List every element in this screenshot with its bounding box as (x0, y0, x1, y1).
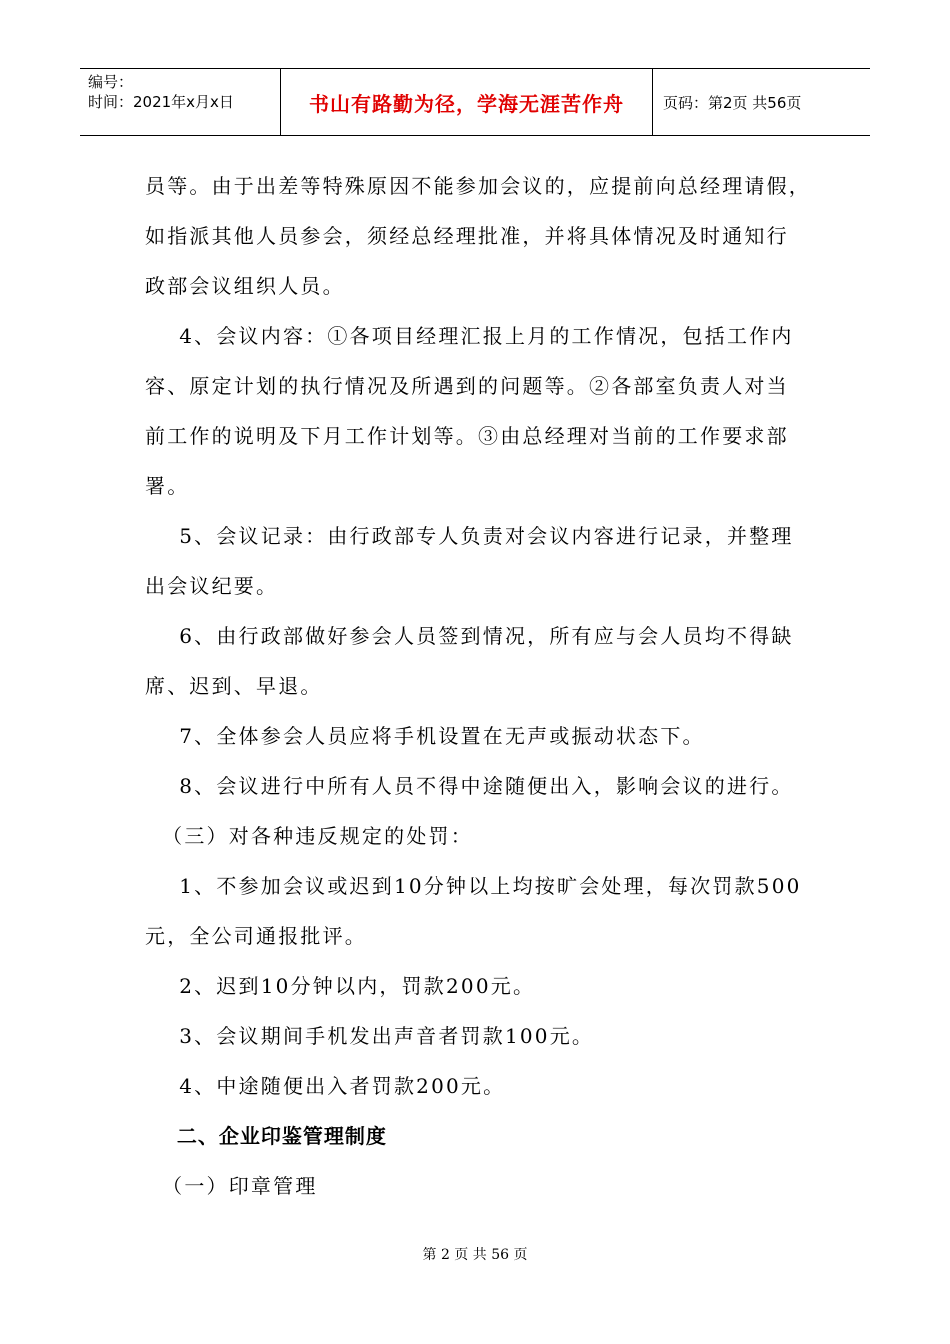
header-page-info: 页码：第2页 共56页 (663, 93, 802, 112)
body-line: 3、会议期间手机发出声音者罚款100元。 (145, 1024, 595, 1048)
subsection-heading: （三）对各种违反规定的处罚： (145, 824, 473, 848)
body-line: 6、由行政部做好参会人员签到情况，所有应与会人员均不得缺 (145, 624, 794, 648)
body-line: 员等。由于出差等特殊原因不能参加会议的，应提前向总经理请假， (145, 174, 811, 198)
body-line: 4、中途随便出入者罚款200元。 (145, 1074, 506, 1098)
body-line: 4、会议内容：①各项目经理汇报上月的工作情况，包括工作内 (145, 324, 794, 348)
body-line: 如指派其他人员参会，须经总经理批准，并将具体情况及时通知行 (145, 224, 789, 248)
subsection-heading: （一）印章管理 (145, 1174, 318, 1198)
header-motto-cell (280, 69, 653, 135)
body-line: 元，全公司通报批评。 (145, 924, 367, 948)
document-header (80, 68, 870, 136)
body-line: 席、迟到、早退。 (145, 674, 323, 698)
document-date: 时间：2021年x月x日 (88, 93, 234, 111)
body-line: 8、会议进行中所有人员不得中途随便出入，影响会议的进行。 (145, 774, 794, 798)
body-line: 署。 (145, 474, 190, 498)
body-line: 2、迟到10分钟以内，罚款200元。 (145, 974, 536, 998)
body-line: 7、全体参会人员应将手机设置在无声或振动状态下。 (145, 724, 705, 748)
document-number-label: 编号： (88, 73, 134, 91)
header-motto: 书山有路勤为径，学海无涯苦作舟 (309, 91, 624, 116)
page-footer: 第 2 页 共 56 页 (422, 1247, 528, 1263)
body-line: 政部会议组织人员。 (145, 274, 345, 298)
header-meta (80, 69, 280, 135)
body-line: 前工作的说明及下月工作计划等。③由总经理对当前的工作要求部 (145, 424, 789, 448)
body-line: 容、原定计划的执行情况及所遇到的问题等。②各部室负责人对当 (145, 374, 789, 398)
section-heading: 二、企业印鉴管理制度 (145, 1124, 387, 1148)
body-line: 1、不参加会议或迟到10分钟以上均按旷会处理，每次罚款500 (145, 874, 802, 898)
body-line: 出会议纪要。 (145, 574, 279, 598)
body-line: 5、会议记录：由行政部专人负责对会议内容进行记录，并整理 (145, 524, 794, 548)
